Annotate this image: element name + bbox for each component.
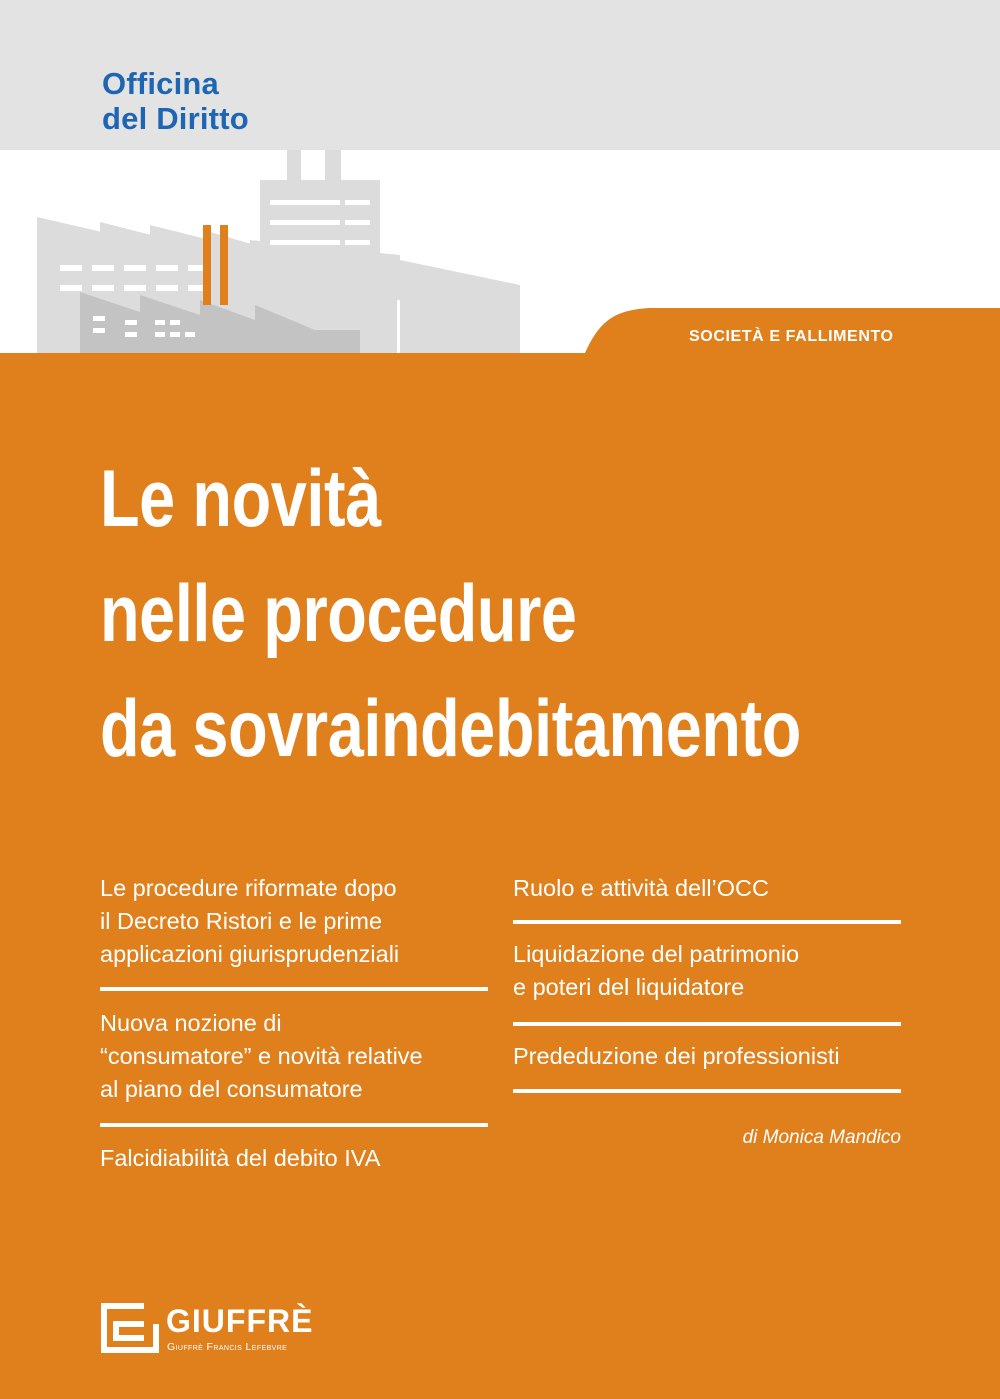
topic-line: al piano del consumatore	[100, 1076, 363, 1102]
author: di Monica Mandico	[742, 1127, 901, 1148]
topic-left-1	[100, 872, 399, 971]
publisher-name: GIUFFRÈ	[166, 1303, 314, 1339]
book-title-line-3: da sovraindebitamento	[100, 684, 801, 774]
topic-right-3	[513, 1040, 840, 1073]
series-title	[102, 66, 249, 136]
topic-line: Nuova nozione di	[100, 1010, 282, 1036]
topic-line: Falcidiabilità del debito IVA	[100, 1145, 381, 1171]
topic-line: Le procedure riformate dopo	[100, 875, 397, 901]
book-title	[100, 442, 801, 787]
book-title-line-2: nelle procedure	[100, 569, 577, 659]
divider	[100, 1123, 488, 1127]
divider	[513, 920, 901, 924]
topic-left-3	[100, 1142, 380, 1175]
topic-line: Liquidazione del patrimonio	[513, 941, 800, 967]
category-label: SOCIETÀ E FALLIMENTO	[689, 328, 894, 345]
topic-left-2	[100, 1007, 423, 1106]
divider	[513, 1022, 901, 1026]
topic-right-2	[513, 938, 799, 1004]
series-title-line-2: del Diritto	[102, 101, 249, 136]
divider	[513, 1089, 901, 1093]
topic-line: Ruolo e attività dell’OCC	[513, 875, 769, 901]
series-title-line-1: Officina	[102, 66, 220, 101]
topic-line: applicazioni giurisprudenziali	[100, 941, 400, 967]
topic-line: il Decreto Ristori e le prime	[100, 908, 383, 934]
divider	[100, 987, 488, 991]
topic-right-1	[513, 872, 769, 905]
topic-line: Prededuzione dei professionisti	[513, 1043, 840, 1069]
giuffre-logo-icon	[100, 1302, 160, 1354]
publisher-subtitle: Giuffrè Francis Lefebvre	[167, 1341, 288, 1353]
book-title-line-1: Le novità	[100, 454, 381, 544]
topic-line: e poteri del liquidatore	[513, 974, 745, 1000]
topic-line: “consumatore” e novità relative	[100, 1043, 423, 1069]
